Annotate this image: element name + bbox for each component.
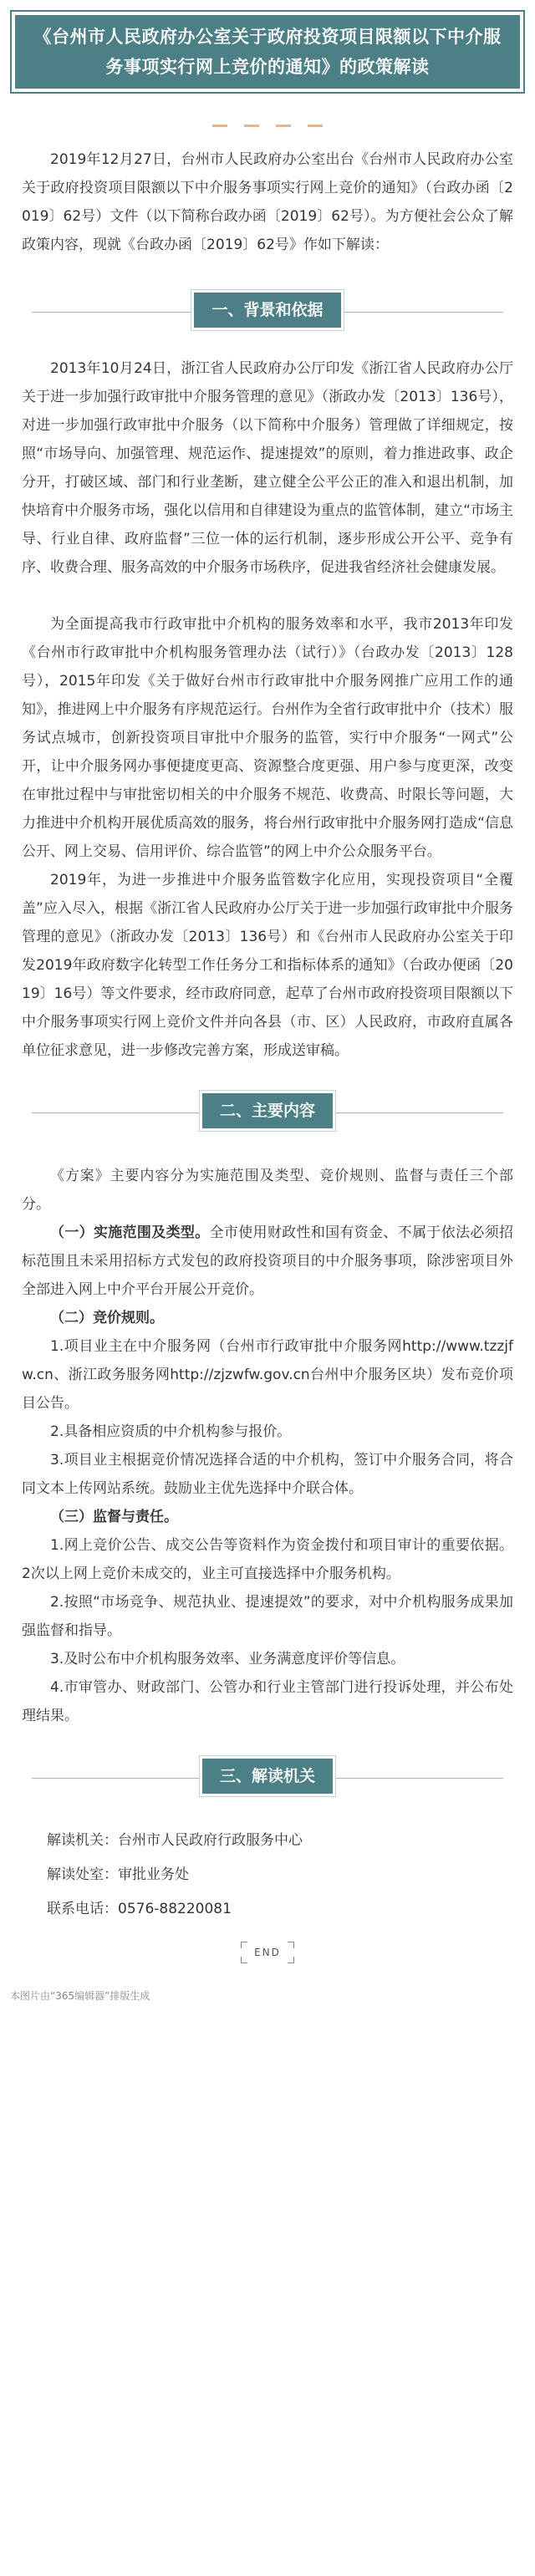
authority-office: 解读处室：审批业务处 xyxy=(47,1866,189,1883)
rule-item-1: 1.项目业主在中介服务网（台州市行政审批中介服务网http://www.tzzjfw.cn、浙江政务服务网http://zjzwfw.gov.cn台州中介服务区块）发布竞价项目公告。 xyxy=(22,1338,513,1412)
content-paragraph-intro: 《方案》主要内容分为实施范围及类型、竞价规则、监督与责任三个部分。 xyxy=(22,1168,513,1213)
dash-divider xyxy=(308,125,323,127)
end-label: END xyxy=(254,1947,281,1958)
section-title: 三、解读机关 xyxy=(202,1759,333,1794)
duty-item-3: 3.及时公布中介机构服务效率、业务满意度评价等信息。 xyxy=(50,1651,405,1667)
dash-divider xyxy=(244,125,259,127)
duty-subheading: （三）监督与责任。 xyxy=(50,1509,178,1525)
section-heading-content xyxy=(0,1093,535,1133)
end-box xyxy=(241,1942,294,1963)
duty-item-1: 1.网上竞价公告、成交公告等资料作为资金拨付和项目审计的重要依据。2次以上网上竞价未成交的，业主可直接选择中介服务机构。 xyxy=(22,1537,513,1582)
corner-mark xyxy=(241,1942,247,1948)
background-paragraph-3: 2019年，为进一步推进中介服务监管数字化应用，实现投资项目“全覆盖”应入尽入，根据《浙江省人民政府办公厅关于进一步加强行政审批中介服务管理的意见》（浙政办发〔2013〕136号）和《台州市人民政府办公室关于印发2019年政府数字化转型工作任务分工和指标体系的通知》（台政办便函〔2019〕16号）等文件要求，经市政府同意，起草了台州市政府投资项目限额以下中介服务事项实行网上竞价文件并向各县（市、区）人民政府，市政府直属各单位征求意见，进一步修改完善方案，形成送审稿。 xyxy=(22,872,513,1059)
background-paragraph-1: 2013年10月24日，浙江省人民政府办公厅印发《浙江省人民政府办公厅关于进一步加强行政审批中介服务管理的意见》（浙政办发〔2013〕136号），对进一步加强行政审批中介服务（以下简称中介服务）管理做了详细规定，按照“市场导向、加强管理、规范运作、提速提效”的原则，着力推进政事、政企分开，打破区域、部门和行业垄断，建立健全公平公正的准入和退出机制，加快培育中介服务市场，强化以信用和自律建设为重点的监管体制，建立“市场主导、行业自律、政府监督”三位一体的运行机制，逐步形成公开公平、竞争有序、收费合理、服务高效的中介服务市场秩序，促进我省经济社会健康发展。 xyxy=(22,360,513,576)
decorative-dashes xyxy=(0,94,535,145)
duty-subheading-line xyxy=(0,1503,535,1531)
authority-org: 解读机关：台州市人民政府行政服务中心 xyxy=(47,1832,303,1849)
article-title: 《台州市人民政府办公室关于政府投资项目限额以下中介服务事项实行网上竞价的通知》的政策解读 xyxy=(15,15,520,89)
authority-phone: 联系电话：0576-88220081 xyxy=(47,1901,232,1917)
background-paragraph-2: 为全面提高我市行政审批中介机构的服务效率和水平，我市2013年印发《台州市行政审批中介机构服务管理办法（试行）》（台政办发〔2013〕128号），2015年印发《关于做好台州市行政审批中介服务网推广应用工作的通知》，推进网上中介服务有序规范运行。台州作为全省行政审批中介（技术）服务试点城市，创新投资项目审批中介服务的监管，实行中介服务“一网式”公开，让中介服务网办事便捷度更高、资源整合度更强、用户参与度更深，改变在审批过程中与审批密切相关的中介服务不规范、收费高、时限长等问题，大力推进中介机构开展优质高效的服务，将台州行政审批中介服务网打造成“信息公开、网上交易、信用评价、综合监管”的网上中介公众服务平台。 xyxy=(22,616,513,860)
dash-divider xyxy=(276,125,291,127)
corner-mark xyxy=(241,1957,247,1963)
section-heading-authority xyxy=(0,1759,535,1799)
editor-credit: 本图片由“365编辑器”排版生成 xyxy=(10,1990,150,2002)
rule-item-2: 2.具备相应资质的中介机构参与报价。 xyxy=(50,1423,292,1440)
end-marker xyxy=(0,1927,535,1978)
intro-paragraph: 2019年12月27日，台州市人民政府办公室出台《台州市人民政府办公室关于政府投资项目限额以下中介服务事项实行网上竞价的通知》（台政办函〔2019〕62号）文件（以下简称台政办函〔2019〕62号）。为方便社会公众了解政策内容，现就《台政办函〔2019〕62号》作如下解读： xyxy=(22,151,513,253)
title-banner xyxy=(10,10,525,94)
section-title: 一、背景和依据 xyxy=(194,293,340,328)
section-heading-background xyxy=(0,293,535,333)
duty-item-4: 4.市审管办、财政部门、公管办和行业主管部门进行投诉处理，并公布处理结果。 xyxy=(22,1679,513,1724)
rule-item-3: 3.项目业主根据竞价情况选择合适的中介机构，签订中介服务合同，将合同文本上传网站系统。鼓励业主优先选择中介联合体。 xyxy=(22,1452,513,1497)
scope-subheading: （一）实施范围及类型。 xyxy=(50,1224,210,1241)
section-title: 二、主要内容 xyxy=(202,1093,333,1128)
corner-mark xyxy=(288,1942,294,1948)
rules-subheading-line xyxy=(0,1304,535,1332)
rules-subheading: （二）竞价规则。 xyxy=(50,1310,164,1326)
corner-mark xyxy=(288,1957,294,1963)
scope-text: 全市使用财政性和国有资金、不属于依法必须招标范围且未采用招标方式发包的政府投资项目的中介服务事项，除涉密项目外全部进入网上中介平台开展公开竞价。 xyxy=(22,1224,514,1298)
duty-item-2: 2.按照“市场竞争、规范执业、提速提效”的要求，对中介机构服务成果加强监督和指导。 xyxy=(22,1594,513,1639)
scope-paragraph xyxy=(0,1219,535,1304)
dash-divider xyxy=(212,125,227,127)
